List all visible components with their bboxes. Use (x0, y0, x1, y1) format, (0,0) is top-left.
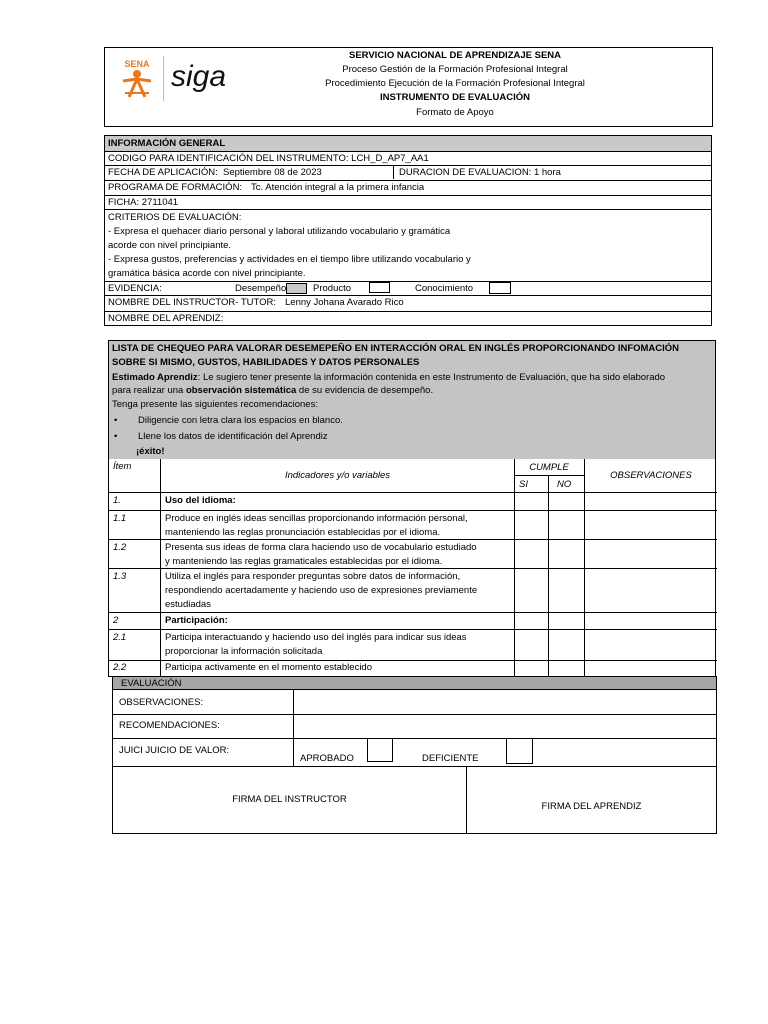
programa-label: PROGRAMA DE FORMACIÓN: (108, 182, 243, 193)
checklist-instructions (109, 341, 715, 459)
row-item-number: 1.1 (113, 513, 127, 524)
indicator-text: Participa interactuando y haciendo uso del inglés para indicar sus ideas (165, 632, 467, 643)
deficiente-checkbox[interactable] (506, 738, 533, 764)
header-line-1: SERVICIO NACIONAL DE APRENDIZAJE SENA (348, 50, 562, 61)
header-line-2: Proceso Gestión de la Formación Profesional Integral (342, 64, 568, 75)
indicator-text: proporcionar la información solicitada (165, 646, 323, 657)
indicator-text: Participación: (165, 615, 228, 626)
indicator-text: Presenta sus ideas de forma clara haciendo uso de vocabulario estudiado (165, 542, 477, 553)
aprendiz-row (105, 311, 711, 326)
desempeno-label: Desempeño (235, 283, 287, 294)
instructor-value: Lenny Johana Avarado Rico (285, 297, 404, 308)
recomendaciones-intro: Tenga presente las siguientes recomendaciones: (112, 399, 318, 410)
juicio-label: JUICI JUICIO DE VALOR: (119, 745, 230, 756)
producto-checkbox[interactable] (369, 282, 390, 293)
indicator-text: respondiendo acertadamente y haciendo uso de expresiones previamente (165, 585, 478, 596)
header-line-4: INSTRUMENTO DE EVALUACIÓN (379, 92, 531, 103)
codigo-text: CODIGO PARA IDENTIFICACIÓN DEL INSTRUMENTO: LCH_D_AP7_AA1 (108, 153, 429, 164)
col-cumple-header: CUMPLE (529, 462, 569, 473)
indicator-text: Participa activamente en el momento establecido (165, 662, 373, 673)
codigo-row (105, 151, 711, 166)
criterio-line-1: - Expresa el quehacer diario personal y laboral utilizando vocabulario y gramática (108, 226, 451, 237)
checklist-table (108, 340, 716, 677)
recomendaciones-field[interactable] (294, 715, 716, 738)
firma-aprendiz-label: FIRMA DEL APRENDIZ (541, 801, 642, 812)
bullet-item: • Diligencie con letra clara los espacios en blanco. (114, 415, 343, 426)
programa-row (105, 180, 711, 196)
criterio-line-3: - Expresa gustos, preferencias y actividades en el tiempo libre utilizando vocabulario y (108, 254, 471, 265)
exito-text: ¡éxito! (136, 446, 165, 457)
info-title-row (105, 136, 711, 152)
info-title: INFORMACIÓN GENERAL (108, 138, 226, 149)
col-item-header: Ítem (113, 461, 132, 472)
col-observaciones-header: OBSERVACIONES (610, 470, 692, 481)
sena-logo (117, 53, 157, 103)
aprobado-checkbox[interactable] (367, 738, 393, 762)
row-item-number: 1. (113, 495, 121, 506)
col-si-header: SI (519, 479, 528, 490)
criterio-line-4: gramática básica acorde con nivel principiante. (108, 268, 306, 279)
evaluation-title-row (113, 677, 716, 690)
observacion-line: para realizar una observación sistemática de su evidencia de desempeño. (112, 385, 434, 396)
criterios-row (105, 209, 711, 282)
fecha-value: Septiembre 08 de 2023 (223, 167, 322, 178)
aprobado-label: APROBADO (300, 753, 354, 764)
fecha-label: FECHA DE APLICACIÓN: (108, 167, 218, 178)
col-indicadores-header: Indicadores y/o variables (284, 470, 391, 481)
bullet-icon: • (114, 415, 118, 426)
evidencia-label: EVIDENCIA: (108, 283, 162, 294)
fecha-row (105, 165, 711, 181)
programa-value: Tc. Atención integral a la primera infancia (251, 182, 425, 193)
logo-divider (163, 56, 164, 101)
aprendiz-label: NOMBRE DEL APRENDIZ: (108, 313, 224, 324)
indicator-text: Uso del idioma: (165, 495, 236, 506)
indicator-text: Utiliza el inglés para responder preguntas sobre datos de información, (165, 571, 461, 582)
checklist-title-1: LISTA DE CHEQUEO PARA VALORAR DESEMEPEÑO EN INTERACCIÓN ORAL EN INGLÉS PROPORCIONANDO INFOMACIÓN (112, 343, 680, 354)
svg-text:siga: siga (171, 60, 227, 93)
header-line-3: Procedimiento Ejecución de la Formación Profesional Integral (325, 78, 585, 89)
firma-instructor-label: FIRMA DEL INSTRUCTOR (232, 794, 347, 805)
evaluation-table (112, 676, 717, 834)
bullet-item: • Llene los datos de identificación del Aprendiz (114, 431, 328, 442)
observaciones-field[interactable] (294, 691, 716, 714)
row-item-number: 2.1 (113, 632, 127, 643)
row-item-number: 2 (113, 615, 119, 626)
conocimiento-label: Conocimiento (415, 283, 474, 294)
checklist-title-2: SOBRE SI MISMO, GUSTOS, HABILIDADES Y DATOS PERSONALES (112, 357, 420, 368)
ficha-row (105, 195, 711, 210)
criterios-title: CRITERIOS DE EVALUACIÓN: (108, 212, 242, 223)
general-info-table (104, 135, 712, 326)
indicator-text: estudiadas (165, 599, 211, 610)
indicator-text: manteniendo las reglas pronunciación establecidas por el idioma. (165, 527, 441, 538)
duracion-text: DURACION DE EVALUACION: 1 hora (399, 167, 561, 178)
observaciones-label: OBSERVACIONES: (119, 697, 204, 708)
deficiente-label: DEFICIENTE (422, 753, 479, 764)
conocimiento-checkbox[interactable] (489, 282, 511, 294)
document-header (104, 47, 713, 127)
col-no-header: NO (557, 479, 572, 490)
instructor-label: NOMBRE DEL INSTRUCTOR- TUTOR: (108, 297, 277, 308)
indicator-text: Produce en inglés ideas sencillas proporcionando información personal, (165, 513, 468, 524)
evidencia-row (105, 281, 711, 296)
indicator-text: y manteniendo las reglas gramaticales establecidas por el idioma. (165, 556, 443, 567)
producto-label: Producto (313, 283, 352, 294)
svg-text:SENA: SENA (124, 59, 150, 69)
row-item-number: 1.3 (113, 571, 127, 582)
siga-logo (169, 56, 229, 96)
instructor-row (105, 295, 711, 312)
row-item-number: 2.2 (113, 662, 127, 673)
estimado-line: Estimado Aprendiz: Le sugiero tener presente la información contenida en este Instrumento de Evaluación, que ha sido elaborado (112, 372, 666, 383)
header-line-5: Formato de Apoyo (416, 107, 494, 118)
evaluation-title: EVALUACIÓN (121, 678, 182, 689)
desempeno-checkbox[interactable] (286, 283, 307, 294)
recomendaciones-label: RECOMENDACIONES: (119, 720, 220, 731)
row-item-number: 1.2 (113, 542, 127, 553)
criterio-line-2: acorde con nivel principiante. (108, 240, 232, 251)
ficha-text: FICHA: 2711041 (108, 197, 179, 208)
bullet-icon: • (114, 431, 118, 442)
